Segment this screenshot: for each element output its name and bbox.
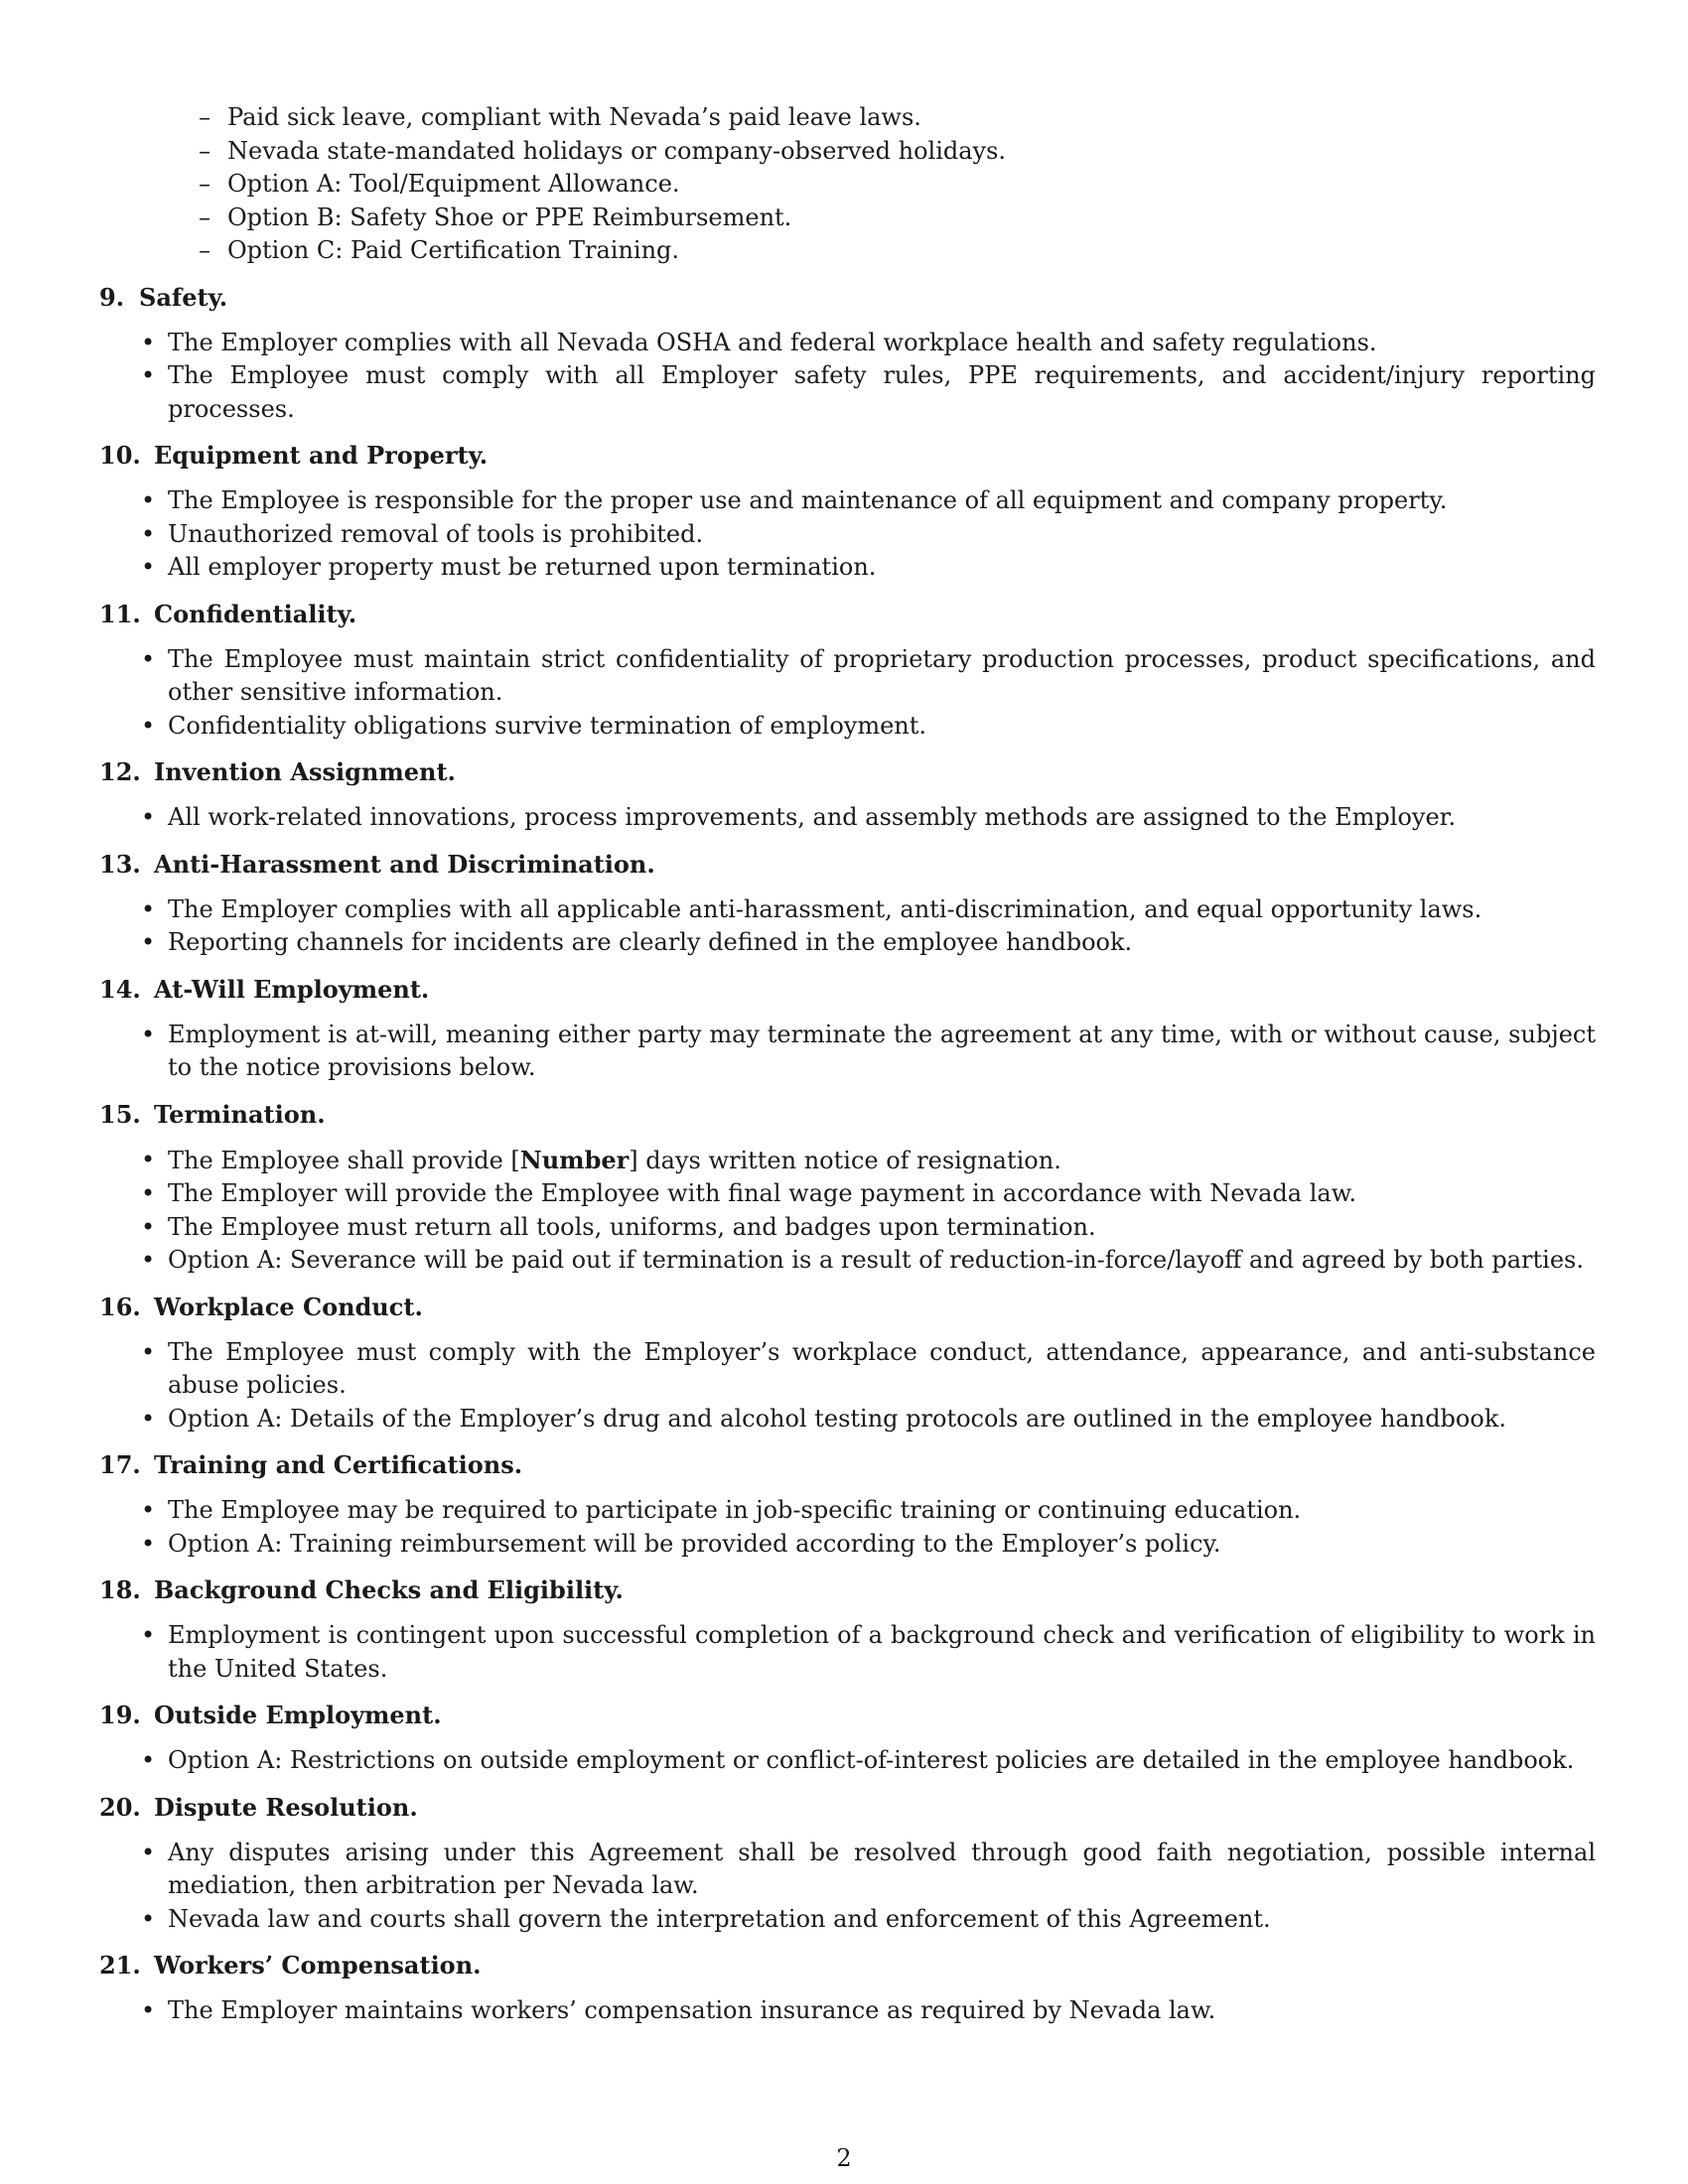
dash-marker: – — [199, 136, 211, 165]
clause-number: 9. — [99, 282, 125, 312]
list-item-text: The Employer complies with all applicable anti-harassment, anti-discrimination, and equal opportunity laws. — [168, 894, 1482, 923]
bullet-marker: • — [141, 328, 156, 356]
clause-title: Invention Assignment. — [154, 757, 456, 786]
clause-section — [99, 1098, 1596, 1278]
clause-title: Outside Employment. — [154, 1701, 442, 1729]
clause-heading — [99, 281, 1596, 314]
bullet-marker: • — [141, 553, 156, 581]
list-item — [99, 926, 1596, 960]
dash-marker: – — [199, 203, 211, 231]
list-item-text: The Employee must maintain strict confidentiality of proprietary production processes, product specifications, and other sensitive information. — [168, 644, 1596, 706]
clause-heading — [99, 1098, 1596, 1131]
clause-number: 19. — [99, 1701, 141, 1729]
clause-section — [99, 439, 1596, 585]
bullet-marker: • — [141, 644, 156, 673]
bullet-marker: • — [141, 486, 156, 514]
clause-title: Equipment and Property. — [154, 441, 489, 470]
list-item-text: Reporting channels for incidents are clearly defined in the employee handbook. — [168, 928, 1133, 956]
bullet-marker: • — [141, 1904, 156, 1933]
list-item — [99, 327, 1596, 360]
list-item — [99, 1336, 1596, 1403]
list-item — [99, 484, 1596, 518]
bullet-marker: • — [141, 1145, 156, 1173]
clause-bullets — [99, 1994, 1596, 2028]
list-item — [99, 893, 1596, 927]
list-item-text: The Employee must comply with the Employer’s workplace conduct, attendance, appearance, and anti-substance abuse policies. — [168, 1337, 1596, 1399]
clause-section — [99, 1791, 1596, 1937]
list-item — [99, 359, 1596, 426]
list-item — [99, 1244, 1596, 1278]
clause-number: 17. — [99, 1450, 141, 1479]
clause-number: 16. — [99, 1292, 141, 1321]
list-item-text: The Employee shall provide [Number] days written notice of resignation. — [168, 1145, 1061, 1174]
clause-section — [99, 1699, 1596, 1778]
placeholder-field: Number — [519, 1145, 630, 1174]
clause-bullets — [99, 484, 1596, 585]
list-item-text: The Employee must return all tools, uniforms, and badges upon termination. — [168, 1212, 1096, 1241]
clause-number: 18. — [99, 1575, 141, 1604]
clause-section — [99, 973, 1596, 1085]
list-item-text: The Employee must comply with all Employer safety rules, PPE requirements, and accident/injury reporting processes. — [168, 361, 1596, 423]
clause-number: 21. — [99, 1951, 141, 1979]
list-item-text: All work-related innovations, process improvements, and assembly methods are assigned to the Employer. — [168, 803, 1457, 831]
clause-bullets — [99, 1494, 1596, 1561]
clause-section — [99, 1291, 1596, 1436]
list-item-text: Nevada state-mandated holidays or company-observed holidays. — [227, 136, 1007, 165]
clause-heading — [99, 755, 1596, 788]
clause-title: Dispute Resolution. — [154, 1792, 418, 1822]
list-item — [199, 135, 1596, 169]
page-number: 2 — [836, 2144, 852, 2172]
clause-title: Anti-Harassment and Discrimination. — [154, 849, 655, 879]
bullet-marker: • — [141, 803, 156, 831]
bullet-marker: • — [141, 1496, 156, 1524]
list-item-text: Confidentiality obligations survive termination of employment. — [168, 711, 927, 740]
clause-heading — [99, 1448, 1596, 1481]
document-page — [99, 101, 1596, 2028]
clause-bullets — [99, 1144, 1596, 1278]
clause-title: Workers’ Compensation. — [154, 1951, 482, 1979]
list-item — [99, 1144, 1596, 1178]
list-item-text: Any disputes arising under this Agreement shall be resolved through good faith negotiation, possible internal mediation, then arbitration per Nevada law. — [168, 1838, 1596, 1899]
clause-section — [99, 755, 1596, 835]
bullet-marker: • — [141, 894, 156, 923]
clause-title: Safety. — [139, 282, 228, 312]
list-item — [99, 1177, 1596, 1211]
dash-marker: – — [199, 103, 211, 131]
bullet-marker: • — [141, 1996, 156, 2024]
list-item — [99, 1403, 1596, 1436]
list-item — [99, 710, 1596, 744]
clause-number: 11. — [99, 599, 141, 628]
list-item — [199, 234, 1596, 268]
clause-section — [99, 281, 1596, 427]
bullet-marker: • — [141, 1212, 156, 1241]
list-item-text: Option A: Details of the Employer’s drug and alcohol testing protocols are outlined in the employee handbook. — [168, 1404, 1506, 1433]
list-item-text: Option B: Safety Shoe or PPE Reimbursement. — [227, 203, 792, 231]
list-item — [99, 1211, 1596, 1245]
clause-heading — [99, 598, 1596, 630]
clause-bullets — [99, 1837, 1596, 1937]
clause-bullets — [99, 1744, 1596, 1778]
clause-heading — [99, 1949, 1596, 1981]
list-item — [99, 1837, 1596, 1903]
dash-marker: – — [199, 170, 211, 198]
list-item-text: Employment is contingent upon successful completion of a background check and verification of eligibility to work in the United States. — [168, 1621, 1596, 1683]
list-item-text: The Employee may be required to participate in job-specific training or continuing education. — [168, 1496, 1302, 1524]
list-item-text: The Employer complies with all Nevada OSHA and federal workplace health and safety regulations. — [168, 328, 1377, 356]
clause-number: 14. — [99, 974, 141, 1004]
benefits-continued-list — [199, 101, 1596, 268]
list-item — [99, 1903, 1596, 1937]
list-item-text: Nevada law and courts shall govern the interpretation and enforcement of this Agreement. — [168, 1904, 1271, 1933]
clause-heading — [99, 973, 1596, 1006]
clause-title: Termination. — [154, 1099, 326, 1129]
list-item-text: The Employer will provide the Employee with final wage payment in accordance with Nevada law. — [168, 1179, 1357, 1207]
clause-bullets — [99, 801, 1596, 835]
clause-bullets — [99, 1336, 1596, 1436]
list-item — [99, 551, 1596, 585]
bullet-marker: • — [141, 1529, 156, 1558]
clause-section — [99, 1573, 1596, 1686]
clause-heading — [99, 439, 1596, 472]
clause-title: Background Checks and Eligibility. — [154, 1575, 624, 1604]
list-item — [99, 1528, 1596, 1562]
bullet-marker: • — [141, 1246, 156, 1274]
list-item-text: Option C: Paid Certification Training. — [227, 236, 680, 264]
list-item-text: Unauthorized removal of tools is prohibited. — [168, 519, 704, 548]
list-item — [199, 168, 1596, 202]
clauses-container — [99, 281, 1596, 2028]
clause-number: 20. — [99, 1792, 141, 1822]
clause-section — [99, 1448, 1596, 1561]
clause-title: Training and Certifications. — [154, 1450, 523, 1479]
bullet-marker: • — [141, 519, 156, 548]
clause-title: At-Will Employment. — [154, 974, 430, 1004]
list-item — [99, 1619, 1596, 1686]
clause-heading — [99, 848, 1596, 881]
clause-section — [99, 848, 1596, 960]
clause-section — [99, 1949, 1596, 2028]
list-item-text: Paid sick leave, compliant with Nevada’s paid leave laws. — [227, 103, 921, 131]
bullet-marker: • — [141, 1621, 156, 1649]
list-item-text: Option A: Training reimbursement will be provided according to the Employer’s policy. — [168, 1529, 1221, 1558]
list-item-text: All employer property must be returned upon termination. — [168, 553, 877, 581]
clause-number: 13. — [99, 849, 141, 879]
list-item-text: The Employer maintains workers’ compensation insurance as required by Nevada law. — [168, 1996, 1216, 2024]
clause-title: Workplace Conduct. — [154, 1292, 423, 1321]
bullet-marker: • — [141, 1337, 156, 1366]
list-item-text: Option A: Tool/Equipment Allowance. — [227, 170, 680, 198]
bullet-marker: • — [141, 361, 156, 389]
list-item — [99, 801, 1596, 835]
clause-bullets — [99, 893, 1596, 960]
clause-bullets — [99, 327, 1596, 427]
list-item-text: Employment is at-will, meaning either party may terminate the agreement at any time, with or without cause, subject to the notice provisions below. — [168, 1020, 1596, 1081]
dash-marker: – — [199, 236, 211, 264]
clause-number: 15. — [99, 1099, 141, 1129]
clause-bullets — [99, 1019, 1596, 1085]
bullet-marker: • — [141, 1179, 156, 1207]
clause-heading — [99, 1791, 1596, 1824]
clause-heading — [99, 1291, 1596, 1323]
clause-heading — [99, 1699, 1596, 1731]
clause-number: 10. — [99, 441, 141, 470]
bullet-marker: • — [141, 1020, 156, 1048]
list-item-text: The Employee is responsible for the proper use and maintenance of all equipment and company property. — [168, 486, 1448, 514]
bullet-marker: • — [141, 1838, 156, 1866]
list-item-text: Option A: Restrictions on outside employment or conflict-of-interest policies are detailed in the employee handbook. — [168, 1746, 1575, 1774]
bullet-marker: • — [141, 928, 156, 956]
clause-bullets — [99, 643, 1596, 744]
list-item — [99, 643, 1596, 710]
bullet-marker: • — [141, 1746, 156, 1774]
clause-bullets — [99, 1619, 1596, 1686]
clause-number: 12. — [99, 757, 141, 786]
clause-section — [99, 598, 1596, 744]
list-item — [199, 101, 1596, 135]
clause-heading — [99, 1573, 1596, 1606]
list-item — [99, 1494, 1596, 1528]
list-item-text: Option A: Severance will be paid out if termination is a result of reduction-in-force/layoff and agreed by both parties. — [168, 1246, 1584, 1274]
list-item — [99, 1019, 1596, 1085]
clause-title: Confidentiality. — [154, 599, 357, 628]
list-item — [99, 518, 1596, 552]
bullet-marker: • — [141, 1404, 156, 1433]
list-item — [199, 202, 1596, 235]
list-item — [99, 1744, 1596, 1778]
list-item — [99, 1994, 1596, 2028]
bullet-marker: • — [141, 711, 156, 740]
